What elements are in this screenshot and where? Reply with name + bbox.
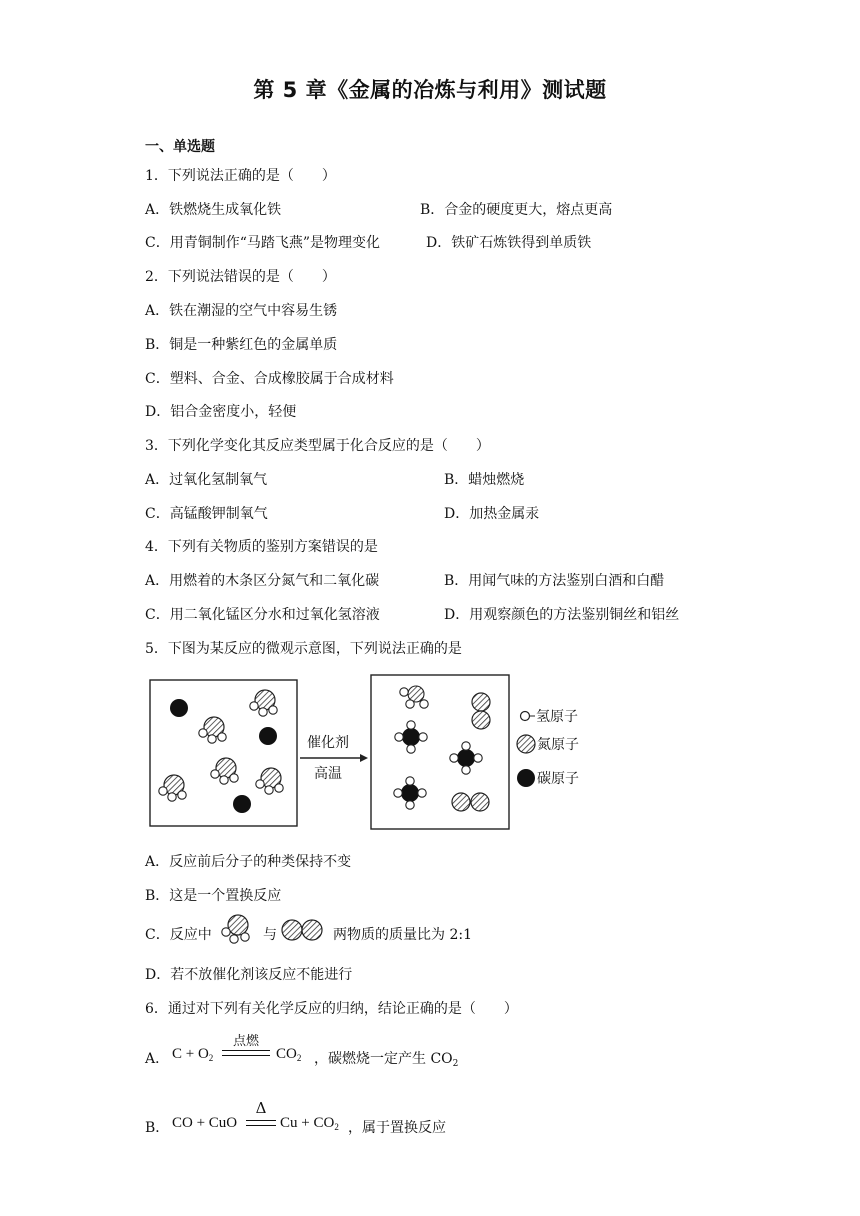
- question-1-option-c: C．用青铜制作“马踏飞燕”是物理变化: [145, 235, 381, 251]
- question-6-option-a-equation-right: $CO_2$: [276, 1046, 302, 1063]
- question-3-stem: 3．下列化学变化其反应类型属于化合反应的是（ ）: [145, 438, 490, 454]
- question-6-option-a-condition: 点燃: [232, 1034, 259, 1049]
- question-2-stem: 2．下列说法错误的是（ ）: [145, 269, 336, 285]
- question-1-option-d: D．铁矿石炼铁得到单质铁: [426, 235, 592, 251]
- question-6-option-b-equation-left: CO + CuO: [172, 1115, 238, 1131]
- nitrogen-atom: [471, 793, 489, 811]
- question-4-stem: 4．下列有关物质的鉴别方案错误的是: [145, 539, 378, 555]
- question-3-option-b: B．蜡烛燃烧: [444, 472, 525, 488]
- question-5-option-d: D．若不放催化剂该反应不能进行: [145, 967, 353, 983]
- legend-carbon-symbol: [517, 769, 535, 787]
- nitrogen-molecule-icon: [280, 918, 326, 942]
- legend-hydrogen-label: 氢原子: [536, 709, 578, 725]
- legend-nitrogen-label: 氮原子: [537, 737, 579, 753]
- nitrogen-atom: [472, 711, 490, 729]
- question-6-option-b-condition: Δ: [255, 1099, 267, 1117]
- question-4-option-b: B．用闻气味的方法鉴别白酒和白醋: [444, 573, 665, 589]
- question-2-option-d: D．铝合金密度小，轻便: [145, 404, 297, 420]
- question-2-option-a: A．铁在潮湿的空气中容易生锈: [145, 303, 338, 319]
- question-4-option-a: A．用燃着的木条区分氮气和二氧化碳: [145, 573, 380, 589]
- legend-carbon-label: 碳原子: [537, 771, 579, 787]
- nitrogen-atom: [472, 693, 490, 711]
- question-1-option-b: B．合金的硬度更大，熔点更高: [420, 202, 613, 218]
- equation-equals-sign: [246, 1120, 276, 1126]
- question-5-option-c-middle: 与: [263, 927, 277, 943]
- legend-nitrogen-symbol: [517, 735, 535, 753]
- nitrogen-atom: [452, 793, 470, 811]
- page-title: 第 5 章《金属的冶炼与利用》测试题: [253, 78, 607, 102]
- question-6-option-a-label: A．: [145, 1051, 170, 1067]
- question-6-option-b-label: B．: [145, 1120, 170, 1136]
- question-5-stem: 5．下图为某反应的微观示意图，下列说法正确的是: [145, 641, 462, 657]
- carbon-atom: [170, 699, 188, 717]
- question-2-option-b: B．铜是一种紫红色的金属单质: [145, 337, 338, 353]
- question-4-option-d: D．用观察颜色的方法鉴别铜丝和铝丝: [444, 607, 680, 623]
- question-2-option-c: C．塑料、合金、合成橡胶属于合成材料: [145, 371, 394, 387]
- ammonia-molecule-icon: [216, 912, 256, 948]
- carbon-atom: [233, 795, 251, 813]
- reaction-micro-diagram: [148, 672, 608, 834]
- question-3-option-d: D．加热金属汞: [444, 506, 540, 522]
- question-6-option-b-equation-right: $Cu + CO_2$: [280, 1115, 339, 1132]
- question-6-option-a-equation-left: $C + O_2$: [172, 1046, 214, 1063]
- question-4-option-c: C．用二氧化锰区分水和过氧化氢溶液: [145, 607, 380, 623]
- legend-hydrogen-symbol: [521, 712, 530, 721]
- question-5-option-a: A．反应前后分子的种类保持不变: [145, 854, 352, 870]
- carbon-atom: [259, 727, 277, 745]
- question-6-option-a-text: ，碳燃烧一定产生 $CO_2$: [314, 1051, 459, 1069]
- question-5-option-c-suffix: 两物质的质量比为 2:1: [333, 927, 472, 943]
- arrow-catalyst-label: 催化剂: [307, 735, 349, 751]
- question-3-option-c: C．高锰酸钾制氧气: [145, 506, 268, 522]
- question-5-option-b: B．这是一个置换反应: [145, 888, 282, 904]
- question-1-stem: 1．下列说法正确的是（ ）: [145, 168, 336, 184]
- question-1-option-a: A．铁燃烧生成氧化铁: [145, 202, 282, 218]
- question-3-option-a: A．过氧化氢制氧气: [145, 472, 268, 488]
- question-6-option-b-text: ，属于置换反应: [348, 1120, 446, 1136]
- question-5-option-c-prefix: C．反应中: [145, 927, 212, 943]
- question-6-stem: 6．通过对下列有关化学反应的归纳，结论正确的是（ ）: [145, 1001, 518, 1017]
- arrow-condition-label: 高温: [314, 766, 342, 782]
- equation-equals-sign: [222, 1050, 270, 1056]
- section-heading: 一、单选题: [145, 139, 215, 155]
